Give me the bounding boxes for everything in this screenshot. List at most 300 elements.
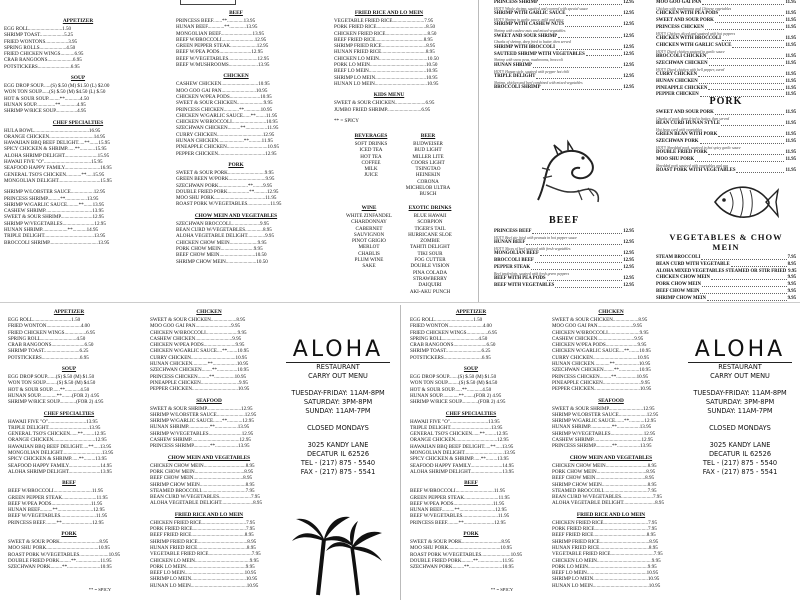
menu-section bbox=[334, 118, 444, 124]
menu-item-price: 12.95 bbox=[623, 283, 634, 288]
menu-item: GREEN PEPPER STEAK...........................11.95 bbox=[8, 494, 108, 501]
menu-item: FRIED WONTON...........................4.00 bbox=[410, 323, 492, 330]
menu-item: MOO SHU PORK........................................11.95 bbox=[176, 195, 277, 202]
menu-item-price: 12.95 bbox=[623, 265, 634, 270]
menu-item bbox=[656, 269, 796, 276]
p1-col-right bbox=[334, 10, 444, 140]
menu-section bbox=[334, 10, 444, 87]
menu-item-price: 9.95 bbox=[788, 268, 797, 274]
menu-section bbox=[8, 411, 130, 476]
menu-item: BEAN CURD W/VEGETABLES.........................7.95 bbox=[552, 494, 662, 501]
menu-section bbox=[4, 75, 152, 114]
p1-exotic bbox=[400, 205, 460, 297]
menu-item bbox=[494, 63, 634, 70]
menu-item: CRAB RANGOONS..........................6.50 bbox=[8, 342, 94, 349]
menu-item-description: HOT!! Diced chicken with bell pepper, cured bbox=[656, 67, 725, 72]
menu-item-price: 9.95 bbox=[787, 288, 796, 294]
menu-item-name: SZECHWAN PORK bbox=[656, 139, 699, 145]
p1-wine bbox=[338, 205, 400, 275]
menu-item-price: 11.95 bbox=[785, 121, 796, 127]
menu-item: CHARDONNAY bbox=[351, 219, 387, 226]
menu-item-name: CHICKEN WITH GARLIC SAUCE bbox=[656, 42, 732, 48]
menu-item-name: CHICKEN WITH BROCCOLI bbox=[656, 36, 721, 41]
menu-item bbox=[656, 282, 796, 289]
menu-item: ALOHA VEGETABLE DELIGHT..............9.95 bbox=[176, 233, 275, 240]
menu-item: HUNAN BEEF..........**............................12.95 bbox=[8, 507, 105, 514]
menu-item: ORANGE CHICKEN.................................12.95 bbox=[8, 437, 107, 444]
menu-item: PEPPER CHICKEN....................................10.95 bbox=[552, 386, 652, 393]
menu-item bbox=[656, 139, 796, 146]
section-heading: CHICKEN bbox=[598, 309, 624, 315]
menu-item: CASHEW CHICKEN.............................10.95 bbox=[176, 81, 270, 88]
menu-item: GREEN BEEN W/PORK.............................9.95 bbox=[176, 176, 275, 183]
menu-item: CHICKEN W/GARLIC SAUCE......**........11.95 bbox=[176, 112, 278, 119]
menu-section bbox=[410, 411, 532, 476]
section-heading: SEAFOOD bbox=[196, 397, 222, 404]
menu-item: SZECHWAN PORK.........**..........................10.95 bbox=[8, 564, 112, 571]
menu-item: WON TON SOUP......(S) $.50 (M) $4.50 (L) $.50 bbox=[4, 89, 106, 96]
menu-item: HOT TEA bbox=[360, 153, 382, 160]
menu-item: BEEF W/BROCCOLI..........................12.95 bbox=[176, 36, 267, 43]
section-heading: FRIED RICE AND LO MEIN bbox=[576, 511, 646, 518]
menu-item: HUNAN FRIED RICE.......................................8.95 bbox=[150, 544, 256, 551]
menu-item: CHICKEN CHOW MEIN.................................8.95 bbox=[552, 462, 657, 469]
menu-item-name: GREEN BEAN WITH PORK bbox=[656, 132, 718, 138]
menu-item: HUNAN LO MEIN............................................10.95 bbox=[150, 582, 259, 589]
menu-item: BEEF CHOW MEIN.......................................8.95 bbox=[150, 475, 253, 482]
p2-pork-section bbox=[656, 92, 796, 178]
menu-item: PLUM WINE bbox=[354, 257, 384, 264]
menu-item: SHRIMP W/LOBSTER SAUCE..................12.95 bbox=[4, 189, 106, 196]
menu-item bbox=[494, 34, 634, 41]
menu-item bbox=[656, 54, 796, 61]
b2-col-mid bbox=[552, 309, 670, 599]
menu-item: MERLOT bbox=[358, 244, 380, 251]
section-heading: BEEF bbox=[464, 480, 478, 487]
menu-item: ALOHA SHRIMP DELIGHT.........................13.95 bbox=[410, 468, 514, 475]
menu-item: HUNAN LO MEIN.........................................10.95 bbox=[334, 80, 439, 87]
menu-item: SHRIMP W/LOBSTER SAUCE......................12.95 bbox=[150, 411, 257, 418]
menu-item-description: Hot bean curd with vegetables bbox=[656, 128, 703, 132]
menu-item: VEGETABLE FRIED RICE..................................7.95 bbox=[552, 551, 663, 558]
menu-item: SZECHWAN BROCCOLI.......................9.95 bbox=[176, 220, 269, 227]
menu-item: MONGOLIAN DELIGHT...............................13.95 bbox=[8, 450, 114, 457]
menu-item-name: BEAN CURD WITH VEGETABLE bbox=[656, 261, 730, 267]
menu-section bbox=[150, 455, 268, 507]
menu-item: HAWAII FIVE "O".....................................15.95 bbox=[4, 159, 103, 166]
menu-section bbox=[552, 398, 670, 450]
hours-sunday: SUNDAY: 11AM-7PM bbox=[707, 407, 773, 415]
menu-item: GENERAL TSO'S CHICKEN............**.....15.95 bbox=[4, 171, 105, 178]
menu-item: PRINCESS SHRIMP.............**..................13.95 bbox=[552, 443, 652, 450]
menu-item: STRAWBERRY bbox=[412, 275, 448, 282]
menu-item: FRIED CHICKEN WINGS.................6.95 bbox=[410, 329, 498, 336]
menu-item: HOT & SOUR SOUP......**............4.50 bbox=[8, 386, 90, 393]
menu-item: PORK LO MEIN...............................................9.95 bbox=[552, 563, 657, 570]
menu-item: ICED TEA bbox=[359, 147, 383, 154]
menu-item-name: SHRIMP WITH CASHEW NUTS bbox=[494, 22, 565, 28]
menu-item: CASHEW SHRIMP......................................12.95 bbox=[150, 437, 251, 444]
menu-panel-bottom-2 bbox=[400, 305, 800, 600]
menu-item: VEGETABLE FRIED RICE.........................7.95 bbox=[334, 18, 434, 24]
menu-item bbox=[494, 22, 634, 29]
menu-item bbox=[656, 0, 796, 7]
menu-item-name: MONGOLIAN BEEF bbox=[494, 251, 539, 257]
menu-item: FRIED WONTONS..................3.95 bbox=[4, 38, 78, 45]
p2-col-left bbox=[494, 0, 634, 140]
menu-item: CHICKEN W/PEA PODS.........................9.95 bbox=[150, 342, 245, 349]
menu-item bbox=[494, 229, 634, 236]
menu-section bbox=[150, 309, 268, 393]
menu-item-name: ALOHA MIXED VEGETABLES STEAMED OR STIR FRIED bbox=[656, 268, 787, 274]
section-heading: CHOW MEIN AND VEGETABLES bbox=[167, 454, 251, 461]
menu-section bbox=[552, 309, 670, 393]
menu-item bbox=[494, 240, 634, 247]
menu-item: FRIED CHICKEN WINGS...........6.95 bbox=[4, 51, 84, 58]
menu-item-price: 11.95 bbox=[785, 72, 796, 77]
menu-item: PRINCESS CHICKEN.........**................10.95 bbox=[552, 373, 649, 380]
menu-item: SPRING ROLL............................4.50 bbox=[410, 335, 488, 342]
menu-item: DOUBLE VISION bbox=[410, 263, 450, 270]
menu-item: TIGER'S TAIL bbox=[414, 225, 446, 232]
menu-item: PRINCESS BEEF.........**........................12.95 bbox=[410, 519, 506, 526]
menu-section bbox=[176, 213, 296, 265]
menu-item: SHRIMP W/GARLIC SAUCE.......**............12.95 bbox=[552, 418, 656, 425]
menu-item-name: MOO SHU PORK bbox=[656, 157, 695, 163]
menu-item-description: Chunks of pork, deep fried to batter, then served bbox=[656, 116, 730, 121]
dragon-illustration bbox=[528, 140, 608, 210]
menu-item: HUNAN FRIED RICE...................................8.95 bbox=[334, 49, 435, 56]
menu-item: TRIPLE DELIGHT................................13.95 bbox=[410, 424, 503, 431]
menu-item: PRINCESS BEEF.......**.............13.95 bbox=[176, 18, 256, 24]
menu-item: FRIED CHICKEN WINGS.................6.95 bbox=[8, 329, 96, 336]
menu-item: HUNAN SOUP.............**........(FOR 2) 4.95 bbox=[410, 392, 502, 399]
menu-item-name: PRINCESS SHRIMP bbox=[494, 0, 539, 5]
menu-item bbox=[656, 157, 796, 164]
menu-item: SOFT DRINKS bbox=[354, 141, 388, 147]
menu-item-description: HOT!! Shredded pork, sauteed in hot spicy garlic sauce bbox=[656, 146, 741, 150]
menu-item: GENERAL TSO'S CHICKEN......**.........12.95 bbox=[410, 431, 508, 438]
menu-item: CORONA bbox=[417, 178, 439, 185]
fish-illustration bbox=[710, 176, 780, 228]
menu-item: CHICKEN CHOW MEIN.................................8.95 bbox=[150, 462, 255, 469]
hours-weekday: TUESDAY-FRIDAY: 11AM-8PM bbox=[291, 389, 385, 397]
b2-brand bbox=[682, 337, 798, 599]
menu-item: SCORPION bbox=[417, 219, 443, 226]
menu-item bbox=[656, 25, 796, 32]
menu-item: ALOHA SHRIMP DELIGHT.........................13.95 bbox=[8, 468, 112, 475]
menu-item: GENERAL TSO'S CHICKEN......**.........12.95 bbox=[8, 431, 106, 438]
menu-item: ORANGE CHICKEN.................................12.95 bbox=[410, 437, 509, 444]
menu-item: SZECHWAN PORK.........**..........................10.95 bbox=[410, 564, 514, 571]
menu-item: SWEET & SOUR PORK...............................8.95 bbox=[410, 539, 511, 546]
menu-item: CHICKEN LO MEIN...........................................9.95 bbox=[552, 557, 661, 564]
menu-item-name: SWEET AND SOUR PORK bbox=[656, 110, 714, 115]
menu-item: DAIQUIRI bbox=[418, 282, 442, 289]
menu-item: DOUBLE FRIED PORK.................**..........12.95 bbox=[176, 188, 279, 195]
menu-item: MOO SHU PORK.........................................10.95 bbox=[8, 545, 110, 552]
menu-item-price: 11.95 bbox=[785, 139, 796, 145]
menu-item: FRIED WONTON...........................4.00 bbox=[8, 323, 90, 330]
menu-item-price: 12.95 bbox=[623, 251, 634, 257]
menu-item: TAHITI DELIGHT bbox=[410, 244, 450, 251]
menu-item: HOT & SOUR SOUP......**............4.50 bbox=[410, 386, 492, 393]
menu-item-price: 9.95 bbox=[787, 275, 796, 281]
section-heading: CHEF SPECIALTIES bbox=[445, 410, 497, 417]
menu-item-name: PRINCESS CHICKEN bbox=[656, 24, 704, 30]
menu-item: HOT & SOUR SOUP.........**............4.50 bbox=[4, 95, 89, 102]
menu-item bbox=[494, 11, 634, 18]
menu-item-name: BEEF WITH PEA PODS bbox=[494, 276, 546, 282]
menu-item-price: 12.95 bbox=[623, 85, 634, 91]
menu-item-name: CHICKEN CHOW MEIN bbox=[656, 275, 711, 281]
menu-item: CASHEW SHRIMP......................................12.95 bbox=[552, 437, 653, 444]
section-heading: KIDS MENU bbox=[373, 92, 405, 99]
section-heading: CHEF SPECIALTIES bbox=[43, 410, 95, 417]
menu-item bbox=[494, 74, 634, 81]
menu-item: MONGOLIAN BEEF.........................13.95 bbox=[176, 30, 265, 37]
menu-item bbox=[656, 110, 796, 117]
menu-item: POTSTICKERS..........................6.95 bbox=[4, 63, 80, 70]
menu-item: EGG DROP SOUP.......(S) $.50 (M) $1.50 bbox=[8, 374, 95, 381]
menu-item-name: SWEET AND SOUR PORK bbox=[656, 18, 714, 23]
menu-section bbox=[552, 512, 670, 589]
menu-item: BEEF W/PEA PODS...............................11.95 bbox=[8, 500, 103, 507]
address-line2: DECATUR IL 62526 bbox=[708, 450, 772, 458]
hours-weekday: TUESDAY-FRIDAY: 11AM-8PM bbox=[693, 389, 787, 397]
menu-item: MOO GOO GAI PAN............................9.95 bbox=[150, 323, 241, 330]
menu-item-price: 12.95 bbox=[623, 51, 634, 57]
menu-item: BEAN CURD W/VEGETABLES..............8.95 bbox=[176, 227, 272, 234]
menu-item: SWEET & SOUR PORK...............................8.95 bbox=[8, 539, 109, 546]
menu-section bbox=[4, 189, 152, 246]
menu-item: CRAB RANGOONS....................6.95 bbox=[4, 57, 82, 64]
menu-section bbox=[410, 531, 532, 570]
menu-item-price: 11.95 bbox=[785, 85, 796, 91]
menu-item: WON TON SOUP.........(S) $.50 (M) $4.50 bbox=[8, 380, 96, 387]
menu-item: GREEN PEPPER STEAK.....................12.95 bbox=[176, 43, 269, 50]
menu-item: MOO GOO GAI PAN............................9.95 bbox=[552, 323, 643, 330]
menu-item: SHRIMP W/VEGETABLES..........................12.95 bbox=[552, 430, 656, 437]
menu-item: SHRIMP CHOW MEIN........................10.50 bbox=[176, 258, 268, 265]
section-heading: BEER bbox=[420, 133, 436, 139]
menu-item-price: 12.95 bbox=[623, 229, 634, 234]
brand-subtitle: RESTAURANT bbox=[718, 363, 762, 371]
section-heading: PORK bbox=[463, 531, 479, 538]
menu-item: SHRIMP W/VEGETABLES..........................12.95 bbox=[150, 430, 254, 437]
menu-item bbox=[656, 132, 796, 139]
menu-item: POTSTICKERS..............................6.95 bbox=[8, 354, 89, 361]
menu-item: SPICY CHICKEN & SHRIMP......**............15.95 bbox=[4, 146, 107, 153]
menu-item bbox=[656, 275, 796, 282]
menu-section bbox=[176, 10, 296, 68]
menu-item-name: BROCCOLI CHICKEN bbox=[656, 54, 707, 59]
section-heading: PORK bbox=[228, 161, 244, 168]
fax-number: FAX - (217) 875 - 5541 bbox=[702, 468, 778, 476]
menu-item bbox=[494, 283, 634, 290]
p2-veg-section bbox=[656, 232, 796, 302]
menu-item: SAKE bbox=[362, 263, 376, 270]
section-heading: EXOTIC DRINKS bbox=[408, 205, 452, 211]
menu-item: DOUBLE FRIED PORK.........**...................11.95 bbox=[410, 557, 514, 564]
menu-item: SWEET & SOUR CHICKEN........................6.95 bbox=[334, 100, 435, 107]
menu-item: SHRIMP FRIED RICE...................................8.95 bbox=[334, 43, 436, 50]
menu-item: JUICE bbox=[364, 172, 378, 179]
menu-item bbox=[494, 258, 634, 265]
menu-item: PRINCESS CHICKEN.........**................10.95 bbox=[150, 373, 247, 380]
section-heading: SOUP bbox=[70, 75, 86, 82]
menu-item: CHICKEN W/GARLIC SAUCE....**........10.95 bbox=[552, 348, 651, 355]
address-line1: 3025 KANDY LANE bbox=[709, 441, 771, 449]
menu-item: BEEF FRIED RICE..........................................8.95 bbox=[552, 532, 656, 539]
section-heading: FRIED RICE AND LO MEIN bbox=[354, 10, 424, 16]
menu-item-price: 12.95 bbox=[623, 0, 634, 5]
menu-item: SHRIMP W/LOBSTER SAUCE......................12.95 bbox=[552, 411, 659, 418]
menu-item-price: 11.95 bbox=[785, 60, 796, 66]
menu-item: DOUBLE FRIED PORK.........**...................11.95 bbox=[8, 557, 112, 564]
menu-item: SHRIMP LO MEIN...........................................10.95 bbox=[552, 576, 660, 583]
menu-section bbox=[344, 133, 398, 179]
menu-item bbox=[656, 11, 796, 18]
menu-item: ROAST PORK W/VEGETABLES.......................10.95 bbox=[8, 551, 121, 558]
menu-item: SZECHWAN CHICKEN..........**.................11.95 bbox=[176, 125, 279, 132]
menu-item: MONGOLIAN DELIGHT...............................13.95 bbox=[410, 450, 516, 457]
menu-item-description: HOT!! Shrimp in garlic sauce, mild and spicy bbox=[494, 18, 564, 22]
p2-beef-heading: BEEF bbox=[548, 215, 580, 226]
menu-item: CHICKEN W/BROCCOLI.........................9.95 bbox=[552, 329, 649, 336]
menu-section bbox=[410, 309, 532, 361]
menu-section bbox=[8, 480, 130, 526]
menu-item: SWEET & SOUR SHRIMP...........................12.95 bbox=[150, 405, 253, 412]
menu-item-name: CHICKEN WITH PEA PODS bbox=[656, 11, 719, 17]
menu-item: ZOMBIE bbox=[420, 238, 440, 245]
menu-item-name: BROCCOLI BEEF bbox=[494, 258, 534, 264]
section-heading: BEEF bbox=[62, 480, 76, 487]
closed-note: CLOSED MONDAYS bbox=[307, 424, 369, 432]
section-heading: CHOW MEIN AND VEGETABLES bbox=[569, 454, 653, 461]
menu-item: SAUVIGNON bbox=[353, 231, 385, 238]
menu-item: GREEN PEPPER STEAK...........................11.95 bbox=[410, 494, 510, 501]
menu-item bbox=[656, 72, 796, 79]
menu-item-price: 12.95 bbox=[623, 62, 634, 68]
menu-item-price: 11.95 bbox=[785, 0, 796, 5]
menu-item-name: SHRIMP CHOW MEIN bbox=[656, 295, 707, 301]
menu-item-description: HOT!! Slices of beef sauteed with fresh vegetables bbox=[494, 247, 571, 251]
p1-beverages bbox=[344, 133, 398, 193]
spicy-legend: ** = SPICY bbox=[490, 587, 514, 592]
menu-item: SHRIMP CHOW MEIN....................................8.95 bbox=[552, 481, 657, 488]
menu-item: CHABLIS bbox=[358, 250, 380, 257]
menu-item: WON TON SOUP.........(S) $.50 (M) $4.50 bbox=[410, 380, 498, 387]
menu-item-description: Chicken with mushrooms and Chinese vegetables bbox=[656, 6, 732, 11]
menu-item-price: 12.95 bbox=[623, 11, 634, 17]
menu-item: BUSCH bbox=[419, 191, 437, 198]
p2-veg-heading: VEGETABLES & CHOW MEIN bbox=[669, 232, 783, 252]
menu-item: TSINGTAO bbox=[415, 166, 441, 173]
menu-item: CURRY CHICKEN...................................10.95 bbox=[552, 354, 650, 361]
menu-item: CHICKEN CHOW MEIN......................9.95 bbox=[176, 239, 267, 246]
menu-section bbox=[338, 205, 400, 270]
menu-item-description: HOT!! Diced chicken sauteed in garlic sauce bbox=[656, 49, 725, 54]
menu-item: PRINCESS SHRIMP.............**..................13.95 bbox=[150, 443, 250, 450]
menu-section bbox=[4, 18, 152, 70]
menu-item: SWEET & SOUR SHRIMP...........................12.95 bbox=[552, 405, 655, 412]
menu-item: SHRIMP FRIED RICE.......................................8.95 bbox=[150, 538, 257, 545]
menu-item: SHRIMP W/RICE SOUP.................4.95 bbox=[4, 108, 87, 115]
menu-item bbox=[494, 0, 634, 7]
menu-item-price: 7.95 bbox=[787, 255, 796, 260]
menu-item bbox=[656, 79, 796, 86]
p1-col-left bbox=[4, 18, 152, 290]
menu-section bbox=[410, 480, 532, 526]
menu-panel-bottom-1 bbox=[0, 305, 400, 600]
menu-item-name: MOO GOO GAI PAN bbox=[656, 0, 702, 5]
menu-item-price: 11.95 bbox=[785, 36, 796, 41]
section-heading: CHICKEN bbox=[223, 73, 249, 80]
closed-note: CLOSED MONDAYS bbox=[709, 424, 771, 432]
menu-item: EGG DROP SOUP......(S) $.50 (M) $1.50 (L) $2.00 bbox=[4, 83, 110, 90]
menu-item: COORS LIGHT bbox=[411, 159, 445, 166]
menu-item-price: 11.95 bbox=[785, 42, 796, 48]
menu-item-description: HOT!! Chicken, diced and sauteed with hot peppers bbox=[656, 31, 736, 36]
menu-item-name: CURRY CHICKEN bbox=[656, 72, 698, 77]
menu-item: BEEF CHOW MEIN.......................................8.95 bbox=[552, 475, 655, 482]
menu-item: SPRING ROLL............................4.50 bbox=[8, 335, 86, 342]
menu-item-price: 11.95 bbox=[785, 157, 796, 163]
spicy-legend: ** = SPICY bbox=[88, 587, 112, 592]
menu-item-price: 11.95 bbox=[785, 54, 796, 59]
menu-item: HAWAIIAN BBQ BEEF DELIGHT.....**.......15.95 bbox=[4, 140, 110, 147]
menu-item-price: 11.95 bbox=[785, 78, 796, 84]
menu-item: BEEF W/BROCCOLI..............................11.95 bbox=[8, 488, 104, 495]
p1-col-mid bbox=[176, 10, 296, 290]
menu-item: FOG CUTTER bbox=[414, 257, 446, 264]
menu-section bbox=[8, 309, 130, 361]
menu-item-price: 12.95 bbox=[623, 22, 634, 28]
menu-item: EGG DROP SOUP.......(S) $.50 (M) $1.50 bbox=[410, 374, 497, 381]
menu-item: CHICKEN W/PEA PODS.........................9.95 bbox=[552, 342, 647, 349]
menu-item: PORK FRIED RICE..........................................7.95 bbox=[552, 526, 657, 533]
menu-item: BEAN CURD W/VEGETABLES.........................7.95 bbox=[150, 494, 260, 501]
menu-item: SWEET & SOUR CHICKEN....................8.95 bbox=[150, 317, 246, 323]
menu-item: BEEF LO MEIN...............................................10.95 bbox=[150, 570, 257, 577]
menu-item: HUNAN BEEF.............**.............13.95 bbox=[176, 24, 258, 31]
menu-item bbox=[494, 45, 634, 52]
menu-item-price: 11.95 bbox=[785, 24, 796, 30]
menu-item: SZECHWAN CHICKEN........**................10.95 bbox=[552, 367, 651, 374]
menu-item: SHRIMP TOAST............................6.25 bbox=[410, 348, 491, 355]
menu-item: PEPPER CHICKEN....................................10.95 bbox=[150, 386, 250, 393]
menu-item: CABERNET bbox=[355, 225, 383, 232]
menu-item-price: 11.95 bbox=[785, 92, 796, 98]
palm-trees-icon bbox=[288, 497, 388, 597]
menu-item-price: 9.95 bbox=[787, 295, 796, 301]
menu-item: PORK CHOW MEIN..........................9.95 bbox=[176, 245, 263, 252]
menu-item bbox=[656, 43, 796, 50]
menu-section bbox=[150, 398, 268, 450]
menu-item-name: BEEF WITH VEGETABLES bbox=[494, 283, 555, 288]
menu-item-price: 8.95 bbox=[787, 261, 796, 267]
menu-item-name: DOUBLE FRIED PORK bbox=[656, 150, 708, 156]
menu-item: HUNAN SOUP.............**........(FOR 2) 4.95 bbox=[8, 392, 100, 399]
menu-item: HUNAN CHICKEN............**...................10.95 bbox=[150, 361, 249, 368]
menu-item-price: 11.95 bbox=[785, 110, 796, 115]
menu-item-name: PEPPER CHICKEN bbox=[656, 92, 699, 98]
menu-item: CHICKEN LO MEIN...........................................9.95 bbox=[150, 557, 259, 564]
menu-item: BEEF CHOW MEIN............................10.50 bbox=[176, 252, 267, 259]
menu-item-name: SAUTEED SHRIMP WITH VEGETABLES bbox=[494, 51, 585, 57]
menu-item: CURRY CHICKEN...................................10.95 bbox=[150, 354, 248, 361]
